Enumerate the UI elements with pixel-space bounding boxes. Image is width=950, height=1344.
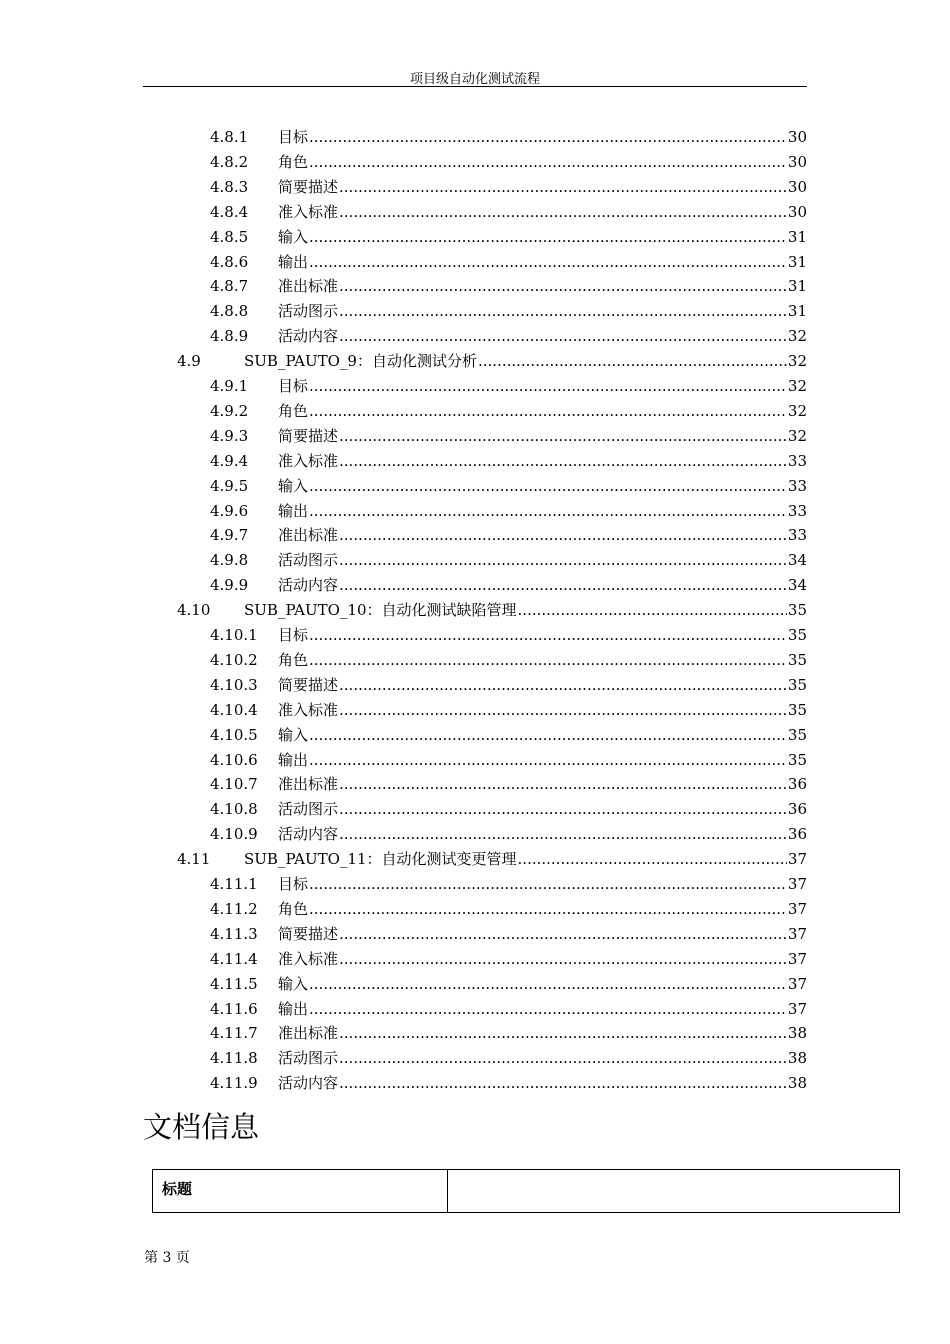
toc-entry[interactable] — [210, 947, 807, 971]
toc-entry-number: 4.11 — [177, 850, 211, 868]
toc-dot-leader — [339, 324, 787, 348]
toc-entry-number: 4.8.5 — [210, 228, 249, 246]
toc-entry-number: 4.9.3 — [210, 427, 249, 445]
running-header: 项目级自动化测试流程 — [409, 72, 540, 87]
toc-entry-title: 活动内容 — [278, 1074, 339, 1092]
toc-entry-page: 38 — [787, 1049, 807, 1067]
toc-dot-leader — [309, 150, 787, 174]
toc-entry-page: 31 — [787, 228, 807, 246]
toc-entry-number: 4.10.7 — [210, 775, 258, 793]
toc-dot-leader — [339, 200, 787, 224]
toc-dot-leader — [339, 573, 787, 597]
toc-dot-leader — [339, 523, 787, 547]
toc-entry[interactable] — [210, 922, 807, 946]
toc-entry[interactable] — [210, 997, 807, 1021]
toc-entry[interactable] — [210, 175, 807, 199]
toc-entry-number: 4.8.7 — [210, 277, 249, 295]
toc-dot-leader — [339, 922, 787, 946]
toc-entry-title: SUB_PAUTO_11：自动化测试变更管理 — [244, 850, 517, 868]
toc-entry-number: 4.8.2 — [210, 153, 249, 171]
toc-entry-page: 35 — [787, 601, 807, 619]
toc-entry-page: 32 — [787, 377, 807, 395]
toc-entry-title: 输出 — [278, 253, 309, 271]
toc-entry-number: 4.9.5 — [210, 477, 249, 495]
toc-dot-leader — [518, 598, 787, 622]
toc-entry-title: 目标 — [278, 875, 309, 893]
toc-entry[interactable] — [210, 723, 807, 747]
toc-entry-page: 33 — [787, 526, 807, 544]
toc-entry-title: 准入标准 — [278, 203, 339, 221]
toc-entry[interactable] — [210, 822, 807, 846]
toc-entry-page: 35 — [787, 676, 807, 694]
toc-entry-number: 4.11.2 — [210, 900, 258, 918]
toc-entry-number: 4.9.1 — [210, 377, 249, 395]
toc-entry[interactable] — [210, 698, 807, 722]
toc-entry-title: 活动内容 — [278, 327, 339, 345]
toc-entry-number: 4.11.4 — [210, 950, 258, 968]
toc-entry-title: 活动图示 — [278, 1049, 339, 1067]
page-number-footer: 第 3 页 — [144, 1250, 190, 1266]
toc-entry-number: 4.8.3 — [210, 178, 249, 196]
toc-entry-page: 33 — [787, 477, 807, 495]
toc-entry-number: 4.9.2 — [210, 402, 249, 420]
toc-entry-number: 4.10.6 — [210, 751, 258, 769]
toc-entry-number: 4.11.8 — [210, 1049, 258, 1067]
toc-entry[interactable] — [210, 972, 807, 996]
toc-entry-number: 4.8.1 — [210, 128, 249, 146]
toc-entry-title: 准入标准 — [278, 452, 339, 470]
toc-entry[interactable] — [210, 797, 807, 821]
toc-entry-page: 36 — [787, 775, 807, 793]
toc-entry-page: 33 — [787, 452, 807, 470]
toc-dot-leader — [339, 1071, 787, 1095]
toc-entry[interactable] — [210, 225, 807, 249]
toc-dot-leader — [339, 1021, 787, 1045]
toc-entry-title: 目标 — [278, 626, 309, 644]
toc-dot-leader — [309, 374, 787, 398]
toc-dot-leader — [309, 474, 787, 498]
toc-entry-number: 4.10.1 — [210, 626, 258, 644]
toc-dot-leader — [339, 274, 787, 298]
toc-entry-title: 输入 — [278, 726, 309, 744]
toc-entry[interactable] — [210, 872, 807, 896]
toc-entry-number: 4.10 — [177, 601, 211, 619]
toc-entry-page: 32 — [787, 352, 807, 370]
toc-entry-title: 输入 — [278, 975, 309, 993]
toc-entry[interactable] — [210, 200, 807, 224]
toc-entry-page: 31 — [787, 277, 807, 295]
toc-dot-leader — [339, 822, 787, 846]
toc-dot-leader — [339, 673, 787, 697]
toc-entry-number: 4.8.4 — [210, 203, 249, 221]
toc-entry-title: SUB_PAUTO_9：自动化测试分析 — [244, 352, 477, 370]
toc-entry-number: 4.11.7 — [210, 1024, 258, 1042]
toc-entry-title: 活动图示 — [278, 800, 339, 818]
header-divider — [143, 86, 807, 87]
toc-entry-page: 37 — [787, 975, 807, 993]
toc-entry-title: 活动内容 — [278, 576, 339, 594]
toc-entry[interactable] — [210, 523, 807, 547]
toc-entry-number: 4.8.8 — [210, 302, 249, 320]
toc-entry-title: 角色 — [278, 402, 309, 420]
toc-dot-leader — [309, 872, 787, 896]
toc-entry-page: 38 — [787, 1074, 807, 1092]
toc-entry-number: 4.11.1 — [210, 875, 258, 893]
toc-entry-page: 35 — [787, 701, 807, 719]
toc-dot-leader — [339, 1046, 787, 1070]
toc-entry[interactable] — [210, 449, 807, 473]
toc-entry-page: 35 — [787, 651, 807, 669]
toc-entry[interactable] — [210, 274, 807, 298]
toc-entry-page: 32 — [787, 402, 807, 420]
toc-entry-page: 37 — [787, 1000, 807, 1018]
toc-entry-page: 30 — [787, 178, 807, 196]
toc-entry-title: 活动内容 — [278, 825, 339, 843]
toc-entry-title: 活动图示 — [278, 302, 339, 320]
toc-entry[interactable] — [177, 847, 807, 871]
toc-entry-number: 4.11.9 — [210, 1074, 258, 1092]
toc-entry-number: 4.11.5 — [210, 975, 258, 993]
toc-entry-page: 31 — [787, 253, 807, 271]
toc-dot-leader — [309, 723, 787, 747]
toc-entry-number: 4.9.8 — [210, 551, 249, 569]
toc-entry[interactable] — [210, 399, 807, 423]
toc-entry[interactable] — [210, 1046, 807, 1070]
toc-dot-leader — [309, 897, 787, 921]
toc-entry-number: 4.10.8 — [210, 800, 258, 818]
toc-entry-page: 35 — [787, 726, 807, 744]
toc-dot-leader — [339, 449, 787, 473]
toc-entry-title: 准出标准 — [278, 526, 339, 544]
toc-entry-title: 活动图示 — [278, 551, 339, 569]
toc-entry-title: 角色 — [278, 900, 309, 918]
toc-entry[interactable] — [210, 150, 807, 174]
section-heading: 文档信息 — [143, 1110, 260, 1144]
toc-entry-title: 输出 — [278, 751, 309, 769]
toc-entry[interactable] — [210, 1021, 807, 1045]
toc-entry[interactable] — [210, 1071, 807, 1095]
toc-entry-title: 准入标准 — [278, 701, 339, 719]
toc-dot-leader — [309, 972, 787, 996]
document-info-table — [152, 1169, 900, 1213]
toc-dot-leader — [339, 175, 787, 199]
toc-entry-title: 角色 — [278, 651, 309, 669]
toc-dot-leader — [309, 499, 787, 523]
toc-entry-page: 30 — [787, 203, 807, 221]
toc-entry-page: 36 — [787, 800, 807, 818]
toc-entry-title: 角色 — [278, 153, 309, 171]
toc-dot-leader — [309, 997, 787, 1021]
toc-entry-number: 4.9.6 — [210, 502, 249, 520]
toc-entry[interactable] — [177, 349, 807, 373]
toc-entry[interactable] — [210, 499, 807, 523]
toc-entry-page: 36 — [787, 825, 807, 843]
toc-entry-page: 30 — [787, 153, 807, 171]
toc-entry[interactable] — [177, 598, 807, 622]
toc-dot-leader — [339, 424, 787, 448]
toc-entry[interactable] — [210, 573, 807, 597]
toc-entry-title: 输入 — [278, 228, 309, 246]
toc-entry-number: 4.10.2 — [210, 651, 258, 669]
toc-entry-number: 4.11.6 — [210, 1000, 258, 1018]
toc-entry-title: 准出标准 — [278, 277, 339, 295]
toc-entry-title: 准出标准 — [278, 775, 339, 793]
toc-entry-number: 4.10.4 — [210, 701, 258, 719]
toc-entry-page: 31 — [787, 302, 807, 320]
toc-entry[interactable] — [210, 673, 807, 697]
toc-entry-page: 37 — [787, 875, 807, 893]
toc-entry-title: 目标 — [278, 377, 309, 395]
toc-dot-leader — [339, 299, 787, 323]
toc-entry-page: 37 — [787, 925, 807, 943]
table-row — [153, 1170, 900, 1213]
toc-entry[interactable] — [210, 250, 807, 274]
toc-entry-page: 37 — [787, 950, 807, 968]
toc-entry-page: 37 — [787, 900, 807, 918]
toc-dot-leader — [339, 947, 787, 971]
toc-dot-leader — [309, 225, 787, 249]
toc-entry[interactable] — [210, 748, 807, 772]
toc-entry[interactable] — [210, 474, 807, 498]
toc-dot-leader — [478, 349, 787, 373]
toc-entry-title: 简要描述 — [278, 178, 339, 196]
toc-entry-number: 4.10.3 — [210, 676, 258, 694]
toc-entry-page: 33 — [787, 502, 807, 520]
toc-entry-number: 4.10.5 — [210, 726, 258, 744]
toc-dot-leader — [309, 648, 787, 672]
toc-dot-leader — [309, 399, 787, 423]
toc-entry-number: 4.9.9 — [210, 576, 249, 594]
toc-dot-leader — [339, 698, 787, 722]
toc-entry-title: 准入标准 — [278, 950, 339, 968]
toc-entry-page: 30 — [787, 128, 807, 146]
toc-dot-leader — [339, 772, 787, 796]
toc-dot-leader — [339, 548, 787, 572]
toc-entry-page: 35 — [787, 626, 807, 644]
toc-entry-title: 输出 — [278, 1000, 309, 1018]
toc-entry-page: 34 — [787, 576, 807, 594]
toc-entry[interactable] — [210, 299, 807, 323]
toc-entry-title: 目标 — [278, 128, 309, 146]
toc-dot-leader — [309, 623, 787, 647]
toc-dot-leader — [309, 125, 787, 149]
toc-entry-title: 简要描述 — [278, 925, 339, 943]
toc-entry-page: 38 — [787, 1024, 807, 1042]
toc-entry-number: 4.9.4 — [210, 452, 249, 470]
info-label-cell: 标题 — [153, 1170, 448, 1213]
toc-entry-title: 准出标准 — [278, 1024, 339, 1042]
toc-dot-leader — [309, 748, 787, 772]
toc-entry[interactable] — [210, 324, 807, 348]
toc-entry-number: 4.8.9 — [210, 327, 249, 345]
toc-entry[interactable] — [210, 424, 807, 448]
toc-entry-title: 输出 — [278, 502, 309, 520]
toc-entry-number: 4.9.7 — [210, 526, 249, 544]
toc-dot-leader — [339, 797, 787, 821]
toc-entry[interactable] — [210, 374, 807, 398]
toc-entry-number: 4.9 — [177, 352, 201, 370]
toc-entry-number: 4.11.3 — [210, 925, 258, 943]
toc-entry[interactable] — [210, 772, 807, 796]
toc-entry-number: 4.10.9 — [210, 825, 258, 843]
info-value-cell[interactable] — [448, 1170, 900, 1213]
toc-entry-page: 32 — [787, 427, 807, 445]
toc-entry-title: SUB_PAUTO_10：自动化测试缺陷管理 — [244, 601, 517, 619]
toc-entry-page: 37 — [787, 850, 807, 868]
toc-dot-leader — [309, 250, 787, 274]
toc-entry[interactable] — [210, 897, 807, 921]
toc-entry-title: 输入 — [278, 477, 309, 495]
toc-entry[interactable] — [210, 125, 807, 149]
toc-entry[interactable] — [210, 623, 807, 647]
toc-entry[interactable] — [210, 648, 807, 672]
toc-entry[interactable] — [210, 548, 807, 572]
toc-entry-title: 简要描述 — [278, 676, 339, 694]
toc-entry-number: 4.8.6 — [210, 253, 249, 271]
toc-dot-leader — [518, 847, 787, 871]
toc-entry-title: 简要描述 — [278, 427, 339, 445]
toc-entry-page: 34 — [787, 551, 807, 569]
toc-entry-page: 35 — [787, 751, 807, 769]
toc-entry-page: 32 — [787, 327, 807, 345]
